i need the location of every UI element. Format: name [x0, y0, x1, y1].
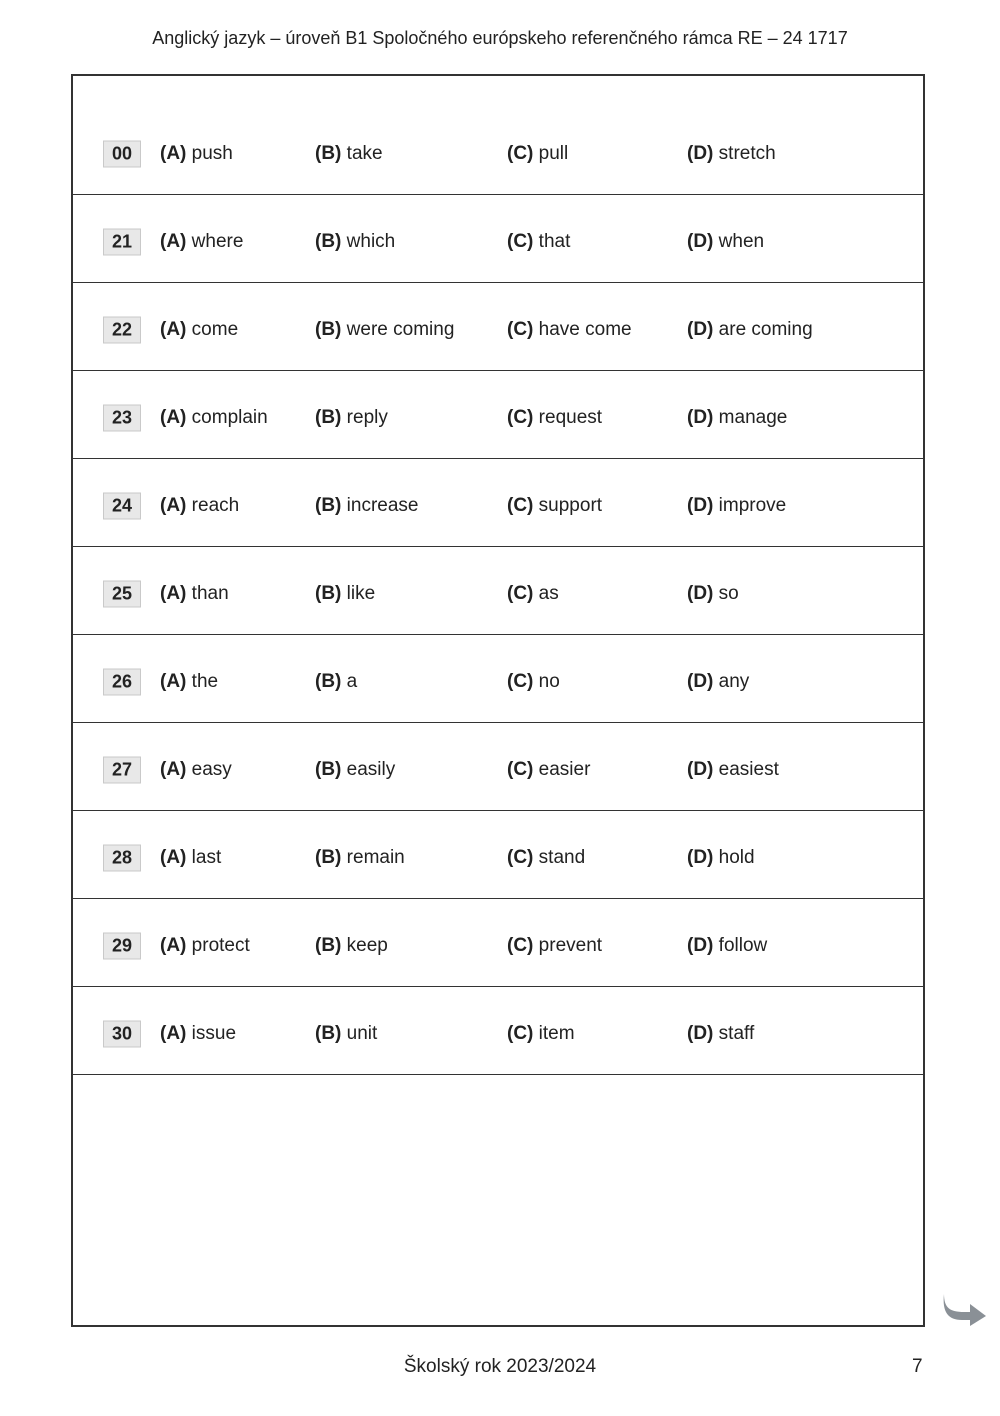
option-b[interactable]: (B) take — [315, 143, 383, 164]
option-a[interactable]: (A) where — [160, 231, 244, 252]
option-c[interactable]: (C) as — [507, 583, 559, 604]
question-number: 26 — [103, 669, 141, 696]
option-a[interactable]: (A) last — [160, 847, 222, 868]
option-b[interactable]: (B) remain — [315, 847, 405, 868]
question-row-24 — [73, 462, 923, 550]
question-row-27 — [73, 726, 923, 814]
option-a[interactable]: (A) issue — [160, 1023, 237, 1044]
option-b[interactable]: (B) a — [315, 671, 358, 692]
option-c[interactable]: (C) that — [507, 231, 571, 252]
option-b[interactable]: (B) easily — [315, 759, 396, 780]
footer-school-year: Školský rok 2023/2024 — [403, 1356, 597, 1377]
question-row-23 — [73, 374, 923, 462]
option-c[interactable]: (C) prevent — [507, 935, 603, 956]
option-a[interactable]: (A) the — [160, 671, 219, 692]
question-number: 21 — [103, 229, 141, 256]
option-d[interactable]: (D) manage — [687, 407, 788, 428]
option-d[interactable]: (D) any — [687, 671, 750, 692]
option-d[interactable]: (D) follow — [687, 935, 768, 956]
option-d[interactable]: (D) staff — [687, 1023, 755, 1044]
option-a[interactable]: (A) protect — [160, 935, 250, 956]
option-c[interactable]: (C) item — [507, 1023, 575, 1044]
option-a[interactable]: (A) come — [160, 319, 239, 340]
page-header: Anglický jazyk – úroveň B1 Spoločného európskeho referenčného rámca RE – 24 1717 — [152, 28, 848, 48]
option-a[interactable]: (A) than — [160, 583, 229, 604]
option-c[interactable]: (C) no — [507, 671, 560, 692]
page-number: 7 — [912, 1356, 923, 1377]
option-c[interactable]: (C) support — [507, 495, 603, 516]
option-d[interactable]: (D) so — [687, 583, 739, 604]
option-d[interactable]: (D) hold — [687, 847, 755, 868]
question-row-00 — [73, 110, 923, 198]
question-number: 29 — [103, 933, 141, 960]
option-d[interactable]: (D) are coming — [687, 319, 813, 340]
question-row-22 — [73, 286, 923, 374]
option-a[interactable]: (A) easy — [160, 759, 232, 780]
question-row-26 — [73, 638, 923, 726]
option-b[interactable]: (B) unit — [315, 1023, 378, 1044]
option-a[interactable]: (A) complain — [160, 407, 268, 428]
next-page-arrow-icon — [940, 1290, 990, 1328]
question-number: 24 — [103, 493, 141, 520]
option-d[interactable]: (D) when — [687, 231, 765, 252]
question-number: 28 — [103, 845, 141, 872]
option-b[interactable]: (B) reply — [315, 407, 388, 428]
option-d[interactable]: (D) improve — [687, 495, 787, 516]
question-number: 23 — [103, 405, 141, 432]
option-d[interactable]: (D) stretch — [687, 143, 776, 164]
question-row-21 — [73, 198, 923, 286]
question-number: 25 — [103, 581, 141, 608]
question-number: 00 — [103, 141, 141, 168]
option-d[interactable]: (D) easiest — [687, 759, 779, 780]
question-row-30 — [73, 990, 923, 1078]
option-b[interactable]: (B) increase — [315, 495, 419, 516]
option-c[interactable]: (C) easier — [507, 759, 591, 780]
question-number: 30 — [103, 1021, 141, 1048]
question-row-28 — [73, 814, 923, 902]
option-b[interactable]: (B) were coming — [315, 319, 455, 340]
option-a[interactable]: (A) reach — [160, 495, 240, 516]
option-b[interactable]: (B) which — [315, 231, 396, 252]
option-c[interactable]: (C) pull — [507, 143, 569, 164]
question-number: 27 — [103, 757, 141, 784]
option-a[interactable]: (A) push — [160, 143, 233, 164]
option-b[interactable]: (B) keep — [315, 935, 388, 956]
question-row-29 — [73, 902, 923, 990]
answer-table — [71, 74, 925, 1327]
option-c[interactable]: (C) request — [507, 407, 603, 428]
question-row-25 — [73, 550, 923, 638]
option-b[interactable]: (B) like — [315, 583, 376, 604]
option-c[interactable]: (C) have come — [507, 319, 632, 340]
question-number: 22 — [103, 317, 141, 344]
option-c[interactable]: (C) stand — [507, 847, 586, 868]
